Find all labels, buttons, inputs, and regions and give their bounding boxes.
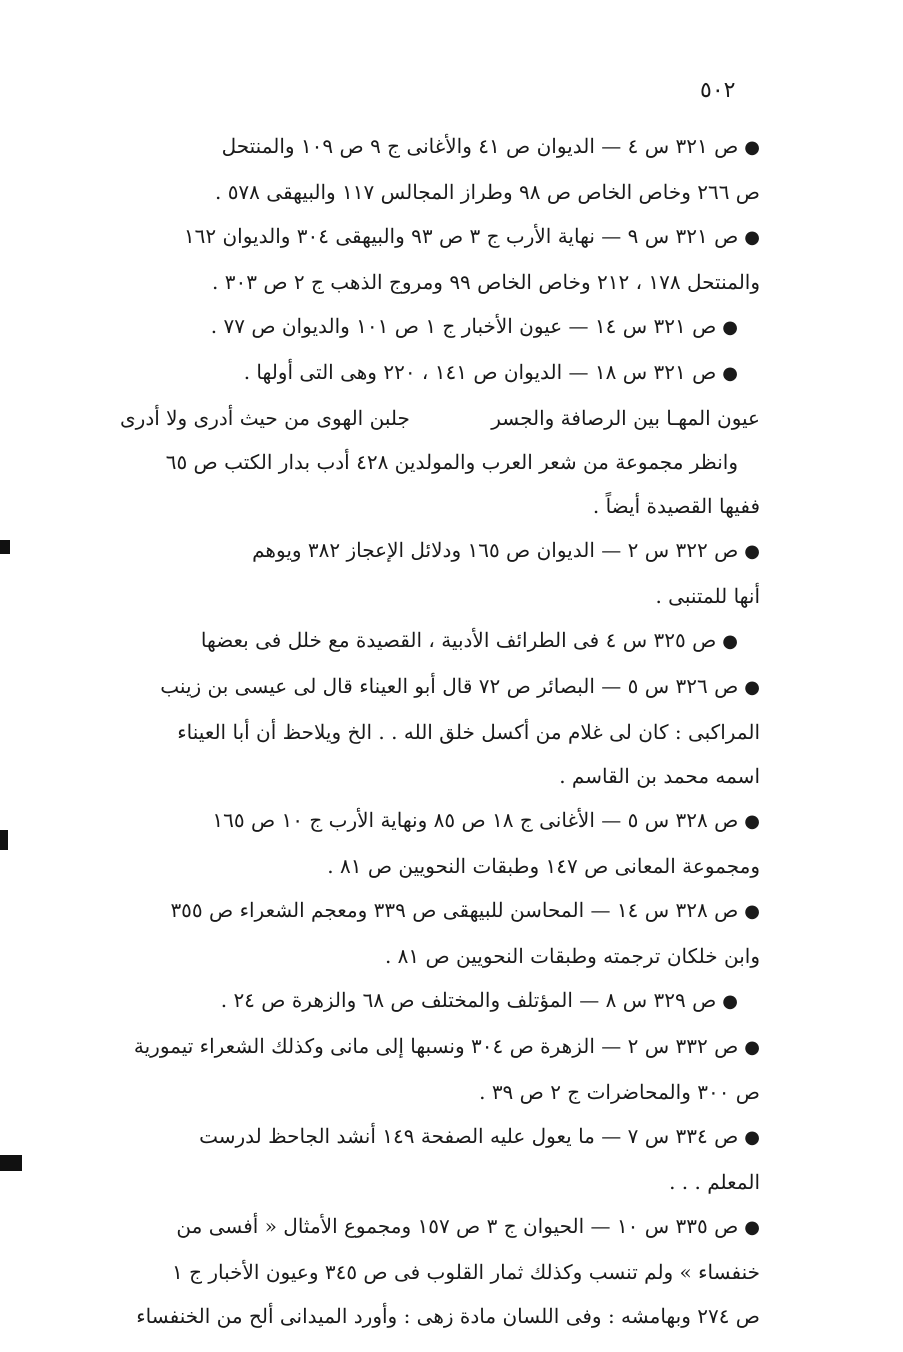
scan-edge-mark [0,830,8,850]
bullet-icon: ● [722,363,738,384]
bullet-icon: ● [722,631,738,652]
page-number: ٥٠٢ [700,78,736,103]
note-line: وابن خلكان ترجمته وطبقات النحويين ص ٨١ . [384,944,760,968]
note-line: ص ٣٢٨ س ١٤ — المحاسن للبيهقى ص ٣٣٩ ومعجم الشعراء ص ٣٥٥ [170,898,739,922]
bullet-icon: ● [744,227,760,248]
verse-second-hemistich: جلبن الهوى من حيث أدرى ولا أدرى [120,406,410,430]
bullet-icon: ● [744,1037,760,1058]
bullet-icon: ● [744,901,760,922]
note-line: ص ٢٦٦ وخاص الخاص ص ٩٨ وطراز المجالس ١١٧ والبيهقى ٥٧٨ . [214,180,760,204]
note-line: ص ٣٣٢ س ٢ — الزهرة ص ٣٠٤ ونسبها إلى مانى وكذلك الشعراء تيمورية [133,1034,739,1058]
bullet-icon: ● [744,811,760,832]
note-line: ص ٣٢٩ س ٨ — المؤتلف والمختلف ص ٦٨ والزهرة ص ٢٤ . [220,988,717,1012]
note-line: ص ٣٢١ س ١٤ — عيون الأخبار ج ١ ص ١٠١ والديوان ص ٧٧ . [210,314,717,338]
bullet-icon: ● [722,991,738,1012]
note-entry [100,664,760,798]
note-line: ص ٣٢١ س ٩ — نهاية الأرب ج ٣ ص ٩٣ والبيهقى ٣٠٤ والديوان ١٦٢ [183,224,739,248]
bullet-icon: ● [722,317,738,338]
note-line: ص ٣٣٥ س ١٠ — الحيوان ج ٣ ص ١٥٧ ومجموع الأمثال « أفسى من [176,1214,739,1238]
note-entry [100,1114,760,1204]
poem-verse [120,396,760,440]
bullet-icon: ● [744,1127,760,1148]
note-line: ص ٣٢٦ س ٥ — البصائر ص ٧٢ قال أبو العيناء قال لى عيسى بن زينب [160,674,739,698]
bullet-icon: ● [744,677,760,698]
note-line: أنها للمتنبى . [655,584,760,608]
bullet-icon: ● [744,541,760,562]
note-entry [100,1024,760,1114]
scan-edge-mark [0,540,10,554]
scan-edge-mark [0,1155,22,1171]
note-line: ص ٣٢١ س ١٨ — الديوان ص ١٤١ ، ٢٢٠ وهى التى أولها . [243,360,717,384]
note-continuation [100,484,760,528]
note-entry [100,1204,760,1338]
note-entry [100,124,760,214]
note-entry [100,618,760,664]
note-line: ص ٣٢٥ س ٤ فى الطرائف الأدبية ، القصيدة مع خلل فى بعضها [200,628,717,652]
note-line: المراكبى : كان لى غلام من أكسل خلق الله . . الخ ويلاحظ أن أبا العيناء [177,720,760,744]
note-entry [100,214,760,304]
note-line: اسمه محمد بن القاسم . [559,764,760,788]
note-line: والمنتحل ١٧٨ ، ٢١٢ وخاص الخاص ٩٩ ومروج الذهب ج ٢ ص ٣٠٣ . [212,270,760,294]
note-line: ص ٣٢٢ س ٢ — الديوان ص ١٦٥ ودلائل الإعجاز ٣٨٢ ويوهم [252,538,739,562]
note-line: وانظر مجموعة من شعر العرب والمولدين ٤٢٨ أدب بدار الكتب ص ٦٥ [165,450,738,474]
note-line: ص ٣٢١ س ٤ — الديوان ص ٤١ والأغانى ج ٩ ص ١٠٩ والمنتحل [221,134,739,158]
note-continuation [100,440,760,484]
note-line: خنفساء » ولم تنسب وكذلك ثمار القلوب فى ص ٣٤٥ وعيون الأخبار ج ١ [171,1260,760,1284]
notes-body [100,124,760,1338]
note-entry [100,528,760,618]
note-line: ص ٣٠٠ والمحاضرات ج ٢ ص ٣٩ . [479,1080,760,1104]
note-line: ففيها القصيدة أيضاً . [592,494,760,518]
note-line: ومجموعة المعانى ص ١٤٧ وطبقات النحويين ص ٨١ . [327,854,760,878]
note-line: ص ٢٧٤ وبهامشه : وفى اللسان مادة زهى : وأورد الميدانى ألح من الخنفساء [136,1304,760,1328]
note-line: المعلم . . . [669,1170,760,1194]
bullet-icon: ● [744,137,760,158]
verse-first-hemistich: عيون المهـا بين الرصافة والجسر [491,406,760,430]
note-entry [100,798,760,888]
note-entry [100,888,760,978]
bullet-icon: ● [744,1217,760,1238]
note-entry [100,978,760,1024]
note-entry [100,304,760,350]
note-entry [100,350,760,396]
note-line: ص ٣٣٤ س ٧ — ما يعول عليه الصفحة ١٤٩ أنشد الجاحظ لدرست [199,1124,739,1148]
note-line: ص ٣٢٨ س ٥ — الأغانى ج ١٨ ص ٨٥ ونهاية الأرب ج ١٠ ص ١٦٥ [212,808,739,832]
